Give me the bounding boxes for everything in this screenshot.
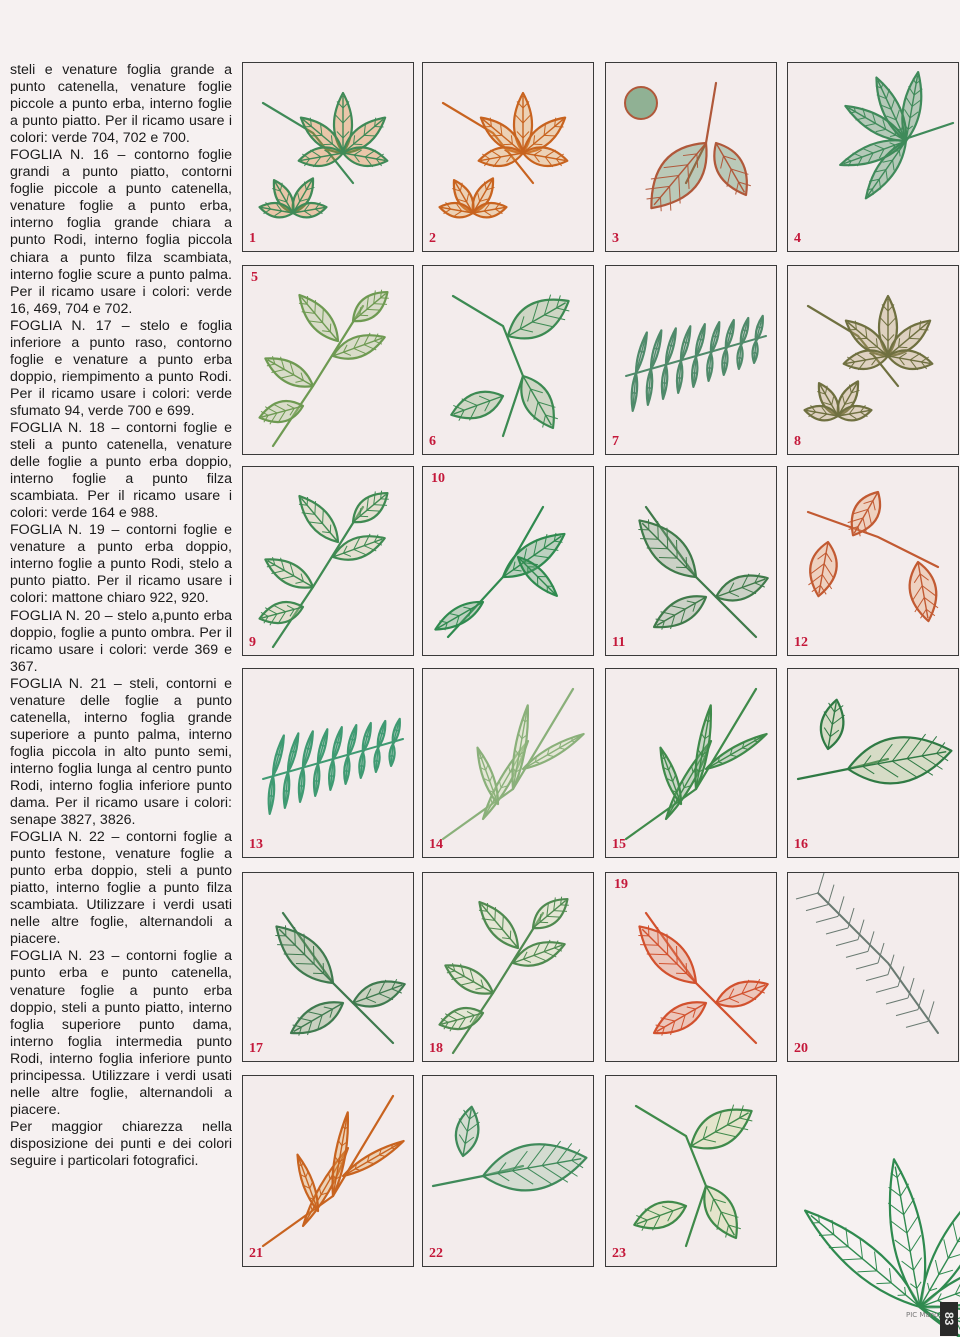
paragraph: Per maggior chiarezza nella disposizione dei punti e dei colori seguire i particolari fotografici. bbox=[10, 1118, 232, 1169]
tile-number: 10 bbox=[431, 471, 445, 486]
tile-number: 20 bbox=[794, 1041, 808, 1056]
leaf-tile-10 bbox=[422, 466, 594, 656]
tile-number: 6 bbox=[429, 434, 436, 449]
tile-number: 7 bbox=[612, 434, 619, 449]
leaf-tile-20 bbox=[787, 872, 959, 1062]
leaf-tile-12 bbox=[787, 466, 959, 656]
leaf-embroidery-19 bbox=[606, 873, 777, 1062]
leaf-embroidery-8 bbox=[788, 266, 959, 455]
leaf-embroidery-17 bbox=[243, 873, 414, 1062]
large-chestnut-leaf-embroidery bbox=[745, 1072, 960, 1337]
tile-number: 11 bbox=[612, 635, 626, 650]
paragraph: FOGLIA N. 16 – contorno foglie grandi a punto piatto, contorni foglie piccole a punto catenella, venature foglie a punto erba, interno foglia grande chiara a punto Rodi, interno foglia piccola chiara a punto filza scambiata, interno foglie scure a punto palma. Per il ricamo usare i colori: verde 16, 469, 704 e 702. bbox=[10, 147, 232, 317]
leaf-embroidery-11 bbox=[606, 467, 777, 656]
paragraph: FOGLIA N. 17 – stelo e foglia inferiore a punto raso, contorno foglie e venature a punto erba doppio, riempimento a punto Rodi. Per il ricamo usare i colori: verde sfumato 94, verde 700 e 699. bbox=[10, 317, 232, 419]
leaf-embroidery-15 bbox=[606, 669, 777, 858]
tile-number: 19 bbox=[614, 877, 628, 892]
leaf-embroidery-9 bbox=[243, 467, 414, 656]
leaf-tile-5 bbox=[242, 265, 414, 455]
tile-number: 14 bbox=[429, 837, 443, 852]
page-number: 83 bbox=[940, 1302, 958, 1336]
tile-number: 12 bbox=[794, 635, 808, 650]
leaf-embroidery-4 bbox=[788, 63, 959, 252]
leaf-tile-9 bbox=[242, 466, 414, 656]
tile-number: 22 bbox=[429, 1246, 443, 1261]
leaf-tile-1 bbox=[242, 62, 414, 252]
leaf-tile-4 bbox=[787, 62, 959, 252]
tile-number: 1 bbox=[249, 231, 256, 246]
leaf-embroidery-10 bbox=[423, 467, 594, 656]
leaf-tile-7 bbox=[605, 265, 777, 455]
leaf-embroidery-6 bbox=[423, 266, 594, 455]
leaf-embroidery-7 bbox=[606, 266, 777, 455]
leaf-embroidery-3 bbox=[606, 63, 777, 252]
leaf-embroidery-20 bbox=[788, 873, 959, 1062]
paragraph: FOGLIA N. 23 – contorni foglie a punto erba e punto catenella, venature foglie a punto erba doppio, steli a punto piatto, interno foglia superiore punto dama, interno foglia intermedia punto Rodi, interno foglia inferiore punto principessa. Utilizzare i verdi usati nelle altre foglie, alternandoli a piacere. bbox=[10, 948, 232, 1118]
leaf-tile-22 bbox=[422, 1075, 594, 1267]
leaf-tile-2 bbox=[422, 62, 594, 252]
leaf-tile-13 bbox=[242, 668, 414, 858]
leaf-tile-11 bbox=[605, 466, 777, 656]
tile-number: 4 bbox=[794, 231, 801, 246]
tile-number: 21 bbox=[249, 1246, 263, 1261]
leaf-tile-16 bbox=[787, 668, 959, 858]
paragraph: FOGLIA N. 19 – contorni foglie e venature a punto erba doppio, interno foglie a punto Rodi, stelo a punto piatto. Per il ricamo usare i colori: mattone chiaro 922, 920. bbox=[10, 522, 232, 607]
leaf-tile-6 bbox=[422, 265, 594, 455]
leaf-tile-18 bbox=[422, 872, 594, 1062]
tile-number: 13 bbox=[249, 837, 263, 852]
tile-number: 8 bbox=[794, 434, 801, 449]
tile-number: 17 bbox=[249, 1041, 263, 1056]
leaf-embroidery-13 bbox=[243, 669, 414, 858]
paragraph: FOGLIA N. 18 – contorni foglie e steli a punto catenella, venature delle foglie a punto erba doppio, interno foglie a punto filza scambiata. Per il ricamo usare i colori: verde 164 e 988. bbox=[10, 419, 232, 522]
paragraph: steli e venature foglia grande a punto catenella, venature foglie piccole a punto erba, interno foglie a punto piatto. Per il ricamo usare i colori: verde 704, 702 e 700. bbox=[10, 62, 232, 147]
tile-number: 16 bbox=[794, 837, 808, 852]
paragraph: FOGLIA N. 22 – contorni foglie a punto festone, venature foglie a punto erba doppio, steli a punto piatto, interno foglie a punto filza scambiata. Utilizzare i verdi usati nelle altre foglie, alternandoli a piacere. bbox=[10, 829, 232, 948]
tile-number: 18 bbox=[429, 1041, 443, 1056]
paragraph: FOGLIA N. 21 – steli, contorni e venature delle foglie a punto catenella, interno foglia grande superiore a punto palma, interno foglia piccola in alto punto semi, interno foglia lunga al centro punto Rodi, interno foglia inferiore punto dama. Per il ricamo usare i colori: senape 3827, 3826. bbox=[10, 675, 232, 829]
leaf-tile-21 bbox=[242, 1075, 414, 1267]
leaf-tile-17 bbox=[242, 872, 414, 1062]
tile-number: 9 bbox=[249, 635, 256, 650]
leaf-tile-19 bbox=[605, 872, 777, 1062]
tile-number: 2 bbox=[429, 231, 436, 246]
tile-number: 23 bbox=[612, 1246, 626, 1261]
tile-number: 15 bbox=[612, 837, 626, 852]
leaf-embroidery-2 bbox=[423, 63, 594, 252]
leaf-tile-14 bbox=[422, 668, 594, 858]
leaf-embroidery-1 bbox=[243, 63, 414, 252]
leaf-embroidery-18 bbox=[423, 873, 594, 1062]
leaf-embroidery-5 bbox=[243, 266, 414, 455]
source-label: PIC Mano bbox=[906, 1311, 939, 1319]
paragraph: FOGLIA N. 20 – stelo a,punto erba doppio, foglie a punto ombra. Per il ricamo usare i colori: verde 369 e 367. bbox=[10, 607, 232, 675]
leaf-tile-8 bbox=[787, 265, 959, 455]
tile-number: 3 bbox=[612, 231, 619, 246]
leaf-embroidery-16 bbox=[788, 669, 959, 858]
leaf-embroidery-22 bbox=[423, 1076, 594, 1266]
leaf-tile-3 bbox=[605, 62, 777, 252]
leaf-embroidery-14 bbox=[423, 669, 594, 858]
leaf-embroidery-21 bbox=[243, 1076, 414, 1266]
leaf-tile-15 bbox=[605, 668, 777, 858]
tile-number: 5 bbox=[251, 270, 258, 285]
leaf-embroidery-12 bbox=[788, 467, 959, 656]
